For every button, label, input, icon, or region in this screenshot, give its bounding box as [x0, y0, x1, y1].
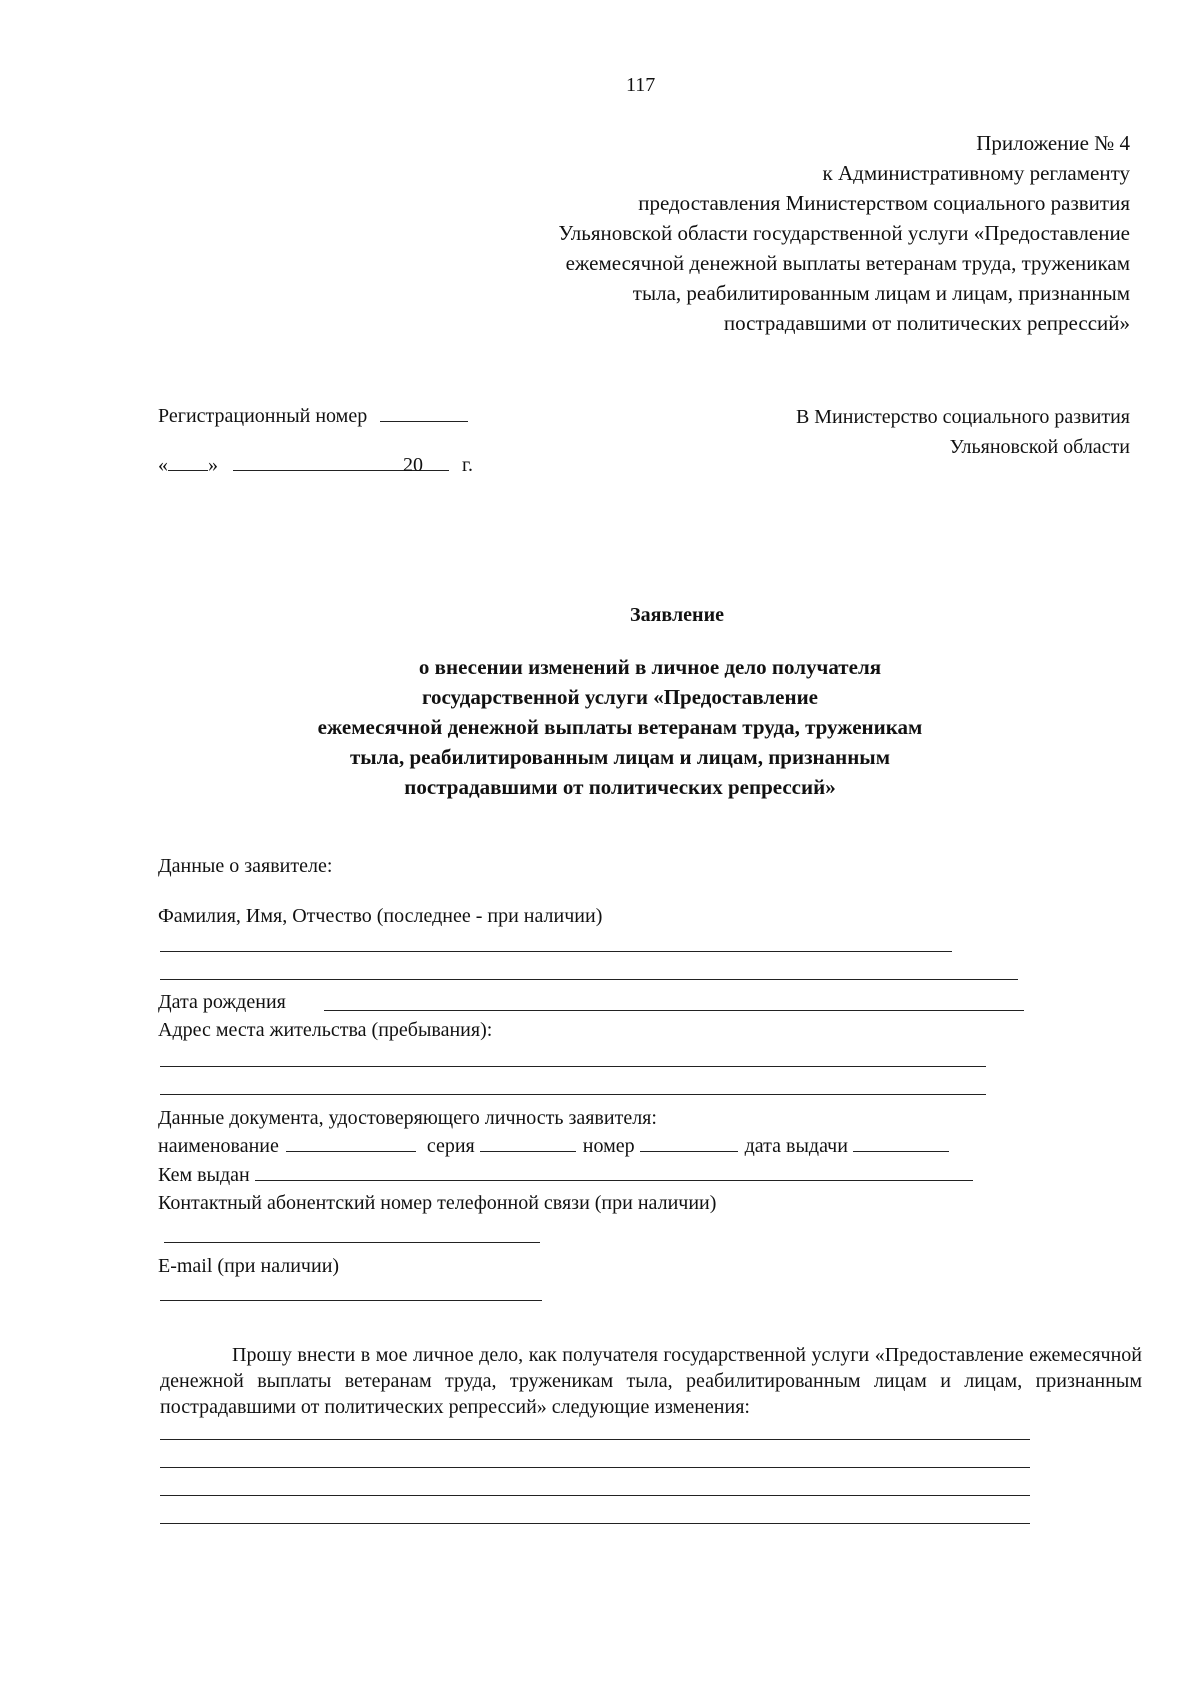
- addressee-line: Ульяновской области: [949, 436, 1130, 458]
- doc-name-label: наименование: [158, 1135, 279, 1157]
- registration-date-row: [158, 452, 473, 478]
- changes-line-1[interactable]: [160, 1439, 1030, 1440]
- doc-date-label: дата выдачи: [744, 1135, 848, 1157]
- date-day-field[interactable]: [168, 452, 208, 471]
- appendix-line: Ульяновской области государственной услуги «Предоставление: [558, 221, 1130, 245]
- issued-by-field[interactable]: [255, 1162, 973, 1181]
- address-label: Адрес места жительства (пребывания):: [158, 1019, 493, 1041]
- date-year-field[interactable]: [431, 452, 449, 471]
- registration-number-field[interactable]: [380, 403, 468, 422]
- appendix-line: пострадавшими от политических репрессий»: [723, 311, 1130, 335]
- fio-line-2[interactable]: [160, 979, 1018, 980]
- birth-date-label: Дата рождения: [158, 991, 286, 1013]
- document-title: Заявление: [630, 604, 724, 626]
- subtitle-line: государственной услуги «Предоставление: [422, 685, 818, 709]
- date-open-quote: «: [158, 454, 168, 476]
- email-field[interactable]: [160, 1300, 542, 1301]
- date-year-suffix: г.: [462, 454, 473, 476]
- subtitle-line: ежемесячной денежной выплаты ветеранам труда, труженикам: [317, 715, 923, 739]
- issued-by-label: Кем выдан: [158, 1164, 250, 1186]
- doc-number-field[interactable]: [640, 1133, 738, 1152]
- email-label: E-mail (при наличии): [158, 1255, 340, 1277]
- date-close-quote: »: [208, 454, 218, 476]
- appendix-line: Приложение № 4: [976, 131, 1130, 155]
- doc-date-field[interactable]: [853, 1133, 949, 1152]
- changes-line-3[interactable]: [160, 1495, 1030, 1496]
- subtitle-line: о внесении изменений в личное дело получателя: [418, 655, 882, 679]
- request-paragraph: [160, 1342, 1142, 1420]
- page-number: 117: [626, 74, 656, 96]
- date-year-prefix: 20: [403, 452, 431, 471]
- address-line-1[interactable]: [160, 1066, 986, 1067]
- issued-by-row: [158, 1162, 973, 1188]
- date-month-field[interactable]: [233, 452, 403, 471]
- addressee-line: В Министерство социального развития: [795, 406, 1130, 428]
- appendix-line: ежемесячной денежной выплаты ветеранам труда, труженикам: [565, 251, 1130, 275]
- registration-number-row: [158, 403, 468, 429]
- appendix-line: к Административному регламенту: [822, 161, 1130, 185]
- document-subtitle: [0, 652, 1200, 802]
- fio-label: Фамилия, Имя, Отчество (последнее - при наличии): [158, 905, 603, 927]
- registration-number-label: Регистрационный номер: [158, 405, 368, 427]
- address-line-2[interactable]: [160, 1094, 986, 1095]
- doc-name-field[interactable]: [286, 1133, 416, 1152]
- doc-number-label: номер: [582, 1135, 635, 1157]
- appendix-block: [370, 128, 1130, 338]
- birth-date-field[interactable]: [324, 1010, 1024, 1011]
- appendix-line: предоставления Министерством социального развития: [638, 191, 1130, 215]
- changes-line-2[interactable]: [160, 1467, 1030, 1468]
- phone-field[interactable]: [164, 1242, 540, 1243]
- subtitle-line: тыла, реабилитированным лицам и лицам, признанным: [349, 745, 891, 769]
- doc-series-label: серия: [426, 1135, 475, 1157]
- applicant-section-label: Данные о заявителе:: [158, 855, 333, 877]
- request-text: Прошу внести в мое личное дело, как получателя государственной услуги «Предоставление ежемесячной денежной выплаты ветеранам труда, труженикам тыла, реабилитированным лицам и лицам, признанным пострадавшими от политических репрессий» следующие изменения:: [160, 1344, 1142, 1418]
- addressee-block: [610, 402, 1130, 462]
- subtitle-line: пострадавшими от политических репрессий»: [404, 775, 836, 799]
- changes-line-4[interactable]: [160, 1523, 1030, 1524]
- phone-label: Контактный абонентский номер телефонной связи (при наличии): [158, 1192, 717, 1214]
- doc-series-field[interactable]: [480, 1133, 576, 1152]
- identity-document-row: [158, 1133, 949, 1159]
- appendix-line: тыла, реабилитированным лицам и лицам, признанным: [632, 281, 1130, 305]
- fio-line-1[interactable]: [160, 951, 952, 952]
- identity-document-label: Данные документа, удостоверяющего личность заявителя:: [158, 1107, 657, 1129]
